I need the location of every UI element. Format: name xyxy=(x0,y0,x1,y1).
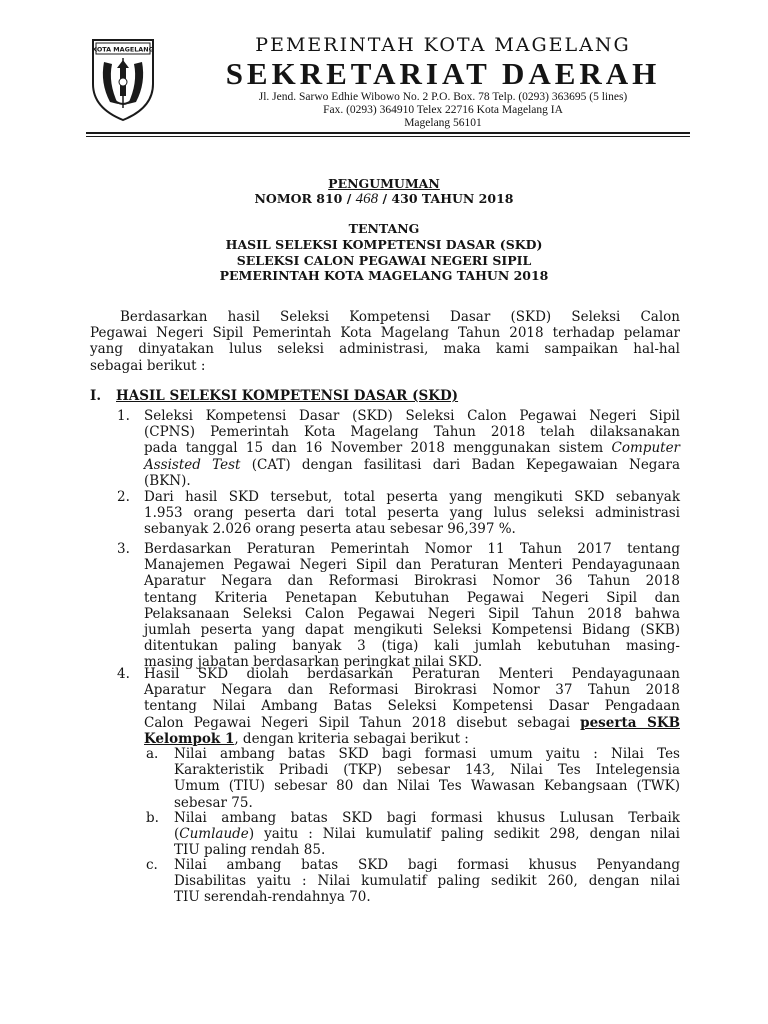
subitem-letter: a. xyxy=(146,746,159,762)
item-line: Assisted Test (CAT) dengan fasilitasi dari Badan Kepegawaian Negara xyxy=(144,456,681,473)
kota-magelang-crest-logo xyxy=(90,38,156,122)
item-line: Kelompok 1, dengan kriteria sebagai berikut : xyxy=(144,730,469,747)
subitem-line: TIU paling rendah 85. xyxy=(174,842,326,859)
item-line: ditentukan paling banyak 3 (tiga) kali jumlah kebutuhan masing- xyxy=(144,638,680,655)
item-line: Aparatur Negara dan Reformasi Birokrasi Nomor 36 Tahun 2018 xyxy=(144,573,680,590)
government-name: PEMERINTAH KOTA MAGELANG xyxy=(255,34,631,56)
item-line: (BKN). xyxy=(144,472,191,489)
item-line: Berdasarkan Peraturan Pemerintah Nomor 11 Tahun 2017 tentang xyxy=(144,541,680,557)
announcement-number xyxy=(0,191,768,208)
item-line: Pelaksanaan Seleksi Calon Pegawai Negeri Sipil Tahun 2018 bahwa xyxy=(144,605,680,622)
item-line: Aparatur Negara dan Reformasi Birokrasi Nomor 37 Tahun 2018 xyxy=(144,682,680,699)
subitem-c-paragraph xyxy=(174,857,680,906)
item-line: jumlah peserta yang dapat mengikuti Seleksi Kompetensi Bidang (SKB) xyxy=(144,622,680,639)
subitem-letter: b. xyxy=(146,810,159,826)
item-line: (CPNS) Pemerintah Kota Magelang Tahun 2018 telah dilaksanakan xyxy=(144,424,680,441)
number-prefix: NOMOR 810 / xyxy=(254,191,352,206)
item-line: tentang Kriteria Penetapan Kebutuhan Pegawai Negeri Sipil dan xyxy=(144,589,680,606)
item-line: sebanyak 2.026 orang peserta atau sebesar 96,397 %. xyxy=(144,521,516,538)
letterhead-rule-thick xyxy=(86,132,690,134)
item-3-paragraph xyxy=(144,541,680,671)
item-line: 1.953 orang peserta dari total peserta yang lulus seleksi administrasi xyxy=(144,505,680,522)
number-suffix: / 430 TAHUN 2018 xyxy=(382,191,514,206)
item-line: pada tanggal 15 dan 16 November 2018 menggunakan sistem Computer xyxy=(144,440,681,457)
office-name: SEKRETARIAT DAERAH xyxy=(225,56,661,91)
item-line: Manajemen Pegawai Negeri Sipil dan Peraturan Menteri Pendayagunaan xyxy=(144,557,680,574)
subitem-letter: c. xyxy=(146,857,158,873)
item-2-paragraph xyxy=(144,489,680,538)
section-numeral: I. xyxy=(90,388,102,404)
subitem-b-paragraph xyxy=(174,810,680,859)
subitem-line: Nilai ambang batas SKD bagi formasi khusus Penyandang xyxy=(174,857,680,873)
intro-paragraph xyxy=(90,309,680,374)
address-line-2: Fax. (0293) 364910 Telex 22716 Kota Magelang IA xyxy=(323,104,563,116)
announcement-heading: PENGUMUMAN xyxy=(328,176,440,191)
subitem-line: Nilai ambang batas SKD bagi formasi khusus Lulusan Terbaik xyxy=(174,810,680,826)
item-line: Calon Pegawai Negeri Sipil Tahun 2018 disebut sebagai peserta SKB xyxy=(144,714,680,731)
subject-line-3: PEMERINTAH KOTA MAGELANG TAHUN 2018 xyxy=(219,268,549,283)
subitem-line: Nilai ambang batas SKD bagi formasi umum yaitu : Nilai Tes xyxy=(174,746,680,762)
item-line: Hasil SKD diolah berdasarkan Peraturan Menteri Pendayagunaan xyxy=(144,666,680,682)
item-line: Seleksi Kompetensi Dasar (SKD) Seleksi Calon Pegawai Negeri Sipil xyxy=(144,408,680,424)
subitem-line: Karakteristik Pribadi (TKP) sebesar 143, Nilai Tes Intelegensia xyxy=(174,762,680,779)
intro-line: sebagai berikut : xyxy=(90,357,206,374)
subitem-line: (Cumlaude) yaitu : Nilai kumulatif paling sedikit 298, dengan nilai xyxy=(174,826,680,843)
section-title: HASIL SELEKSI KOMPETENSI DASAR (SKD) xyxy=(116,388,459,404)
item-number: 3. xyxy=(117,541,130,557)
section-heading xyxy=(90,388,459,404)
svg-text:KOTA MAGELANG: KOTA MAGELANG xyxy=(92,45,154,54)
item-number: 2. xyxy=(117,489,130,505)
item-4-paragraph xyxy=(144,666,680,747)
intro-line: Pegawai Negeri Sipil Pemerintah Kota Magelang Tahun 2018 terhadap pelamar xyxy=(90,325,680,342)
letterhead-rule-thin xyxy=(86,136,690,137)
intro-line: yang dinyatakan lulus seleksi administrasi, maka kami sampaikan hal-hal xyxy=(90,341,680,358)
item-line: masing jabatan berdasarkan peringkat nilai SKD. xyxy=(144,654,483,671)
address-line-3: Magelang 56101 xyxy=(404,117,482,129)
about-label: TENTANG xyxy=(348,221,420,236)
subitem-line: sebesar 75. xyxy=(174,794,253,811)
handwritten-number: 468 xyxy=(355,191,379,207)
item-1-paragraph xyxy=(144,408,680,489)
item-number: 4. xyxy=(117,666,130,682)
subitem-line: TIU serendah-rendahnya 70. xyxy=(174,889,371,906)
item-line: tentang Nilai Ambang Batas Seleksi Kompetensi Dasar Pengadaan xyxy=(144,698,680,715)
subject-line-1: HASIL SELEKSI KOMPETENSI DASAR (SKD) xyxy=(225,237,543,252)
subitem-a-paragraph xyxy=(174,746,680,811)
intro-line: Berdasarkan hasil Seleksi Kompetensi Dasar (SKD) Seleksi Calon xyxy=(120,309,680,325)
address-line-1: Jl. Jend. Sarwo Edhie Wibowo No. 2 P.O. Box. 78 Telp. (0293) 363695 (5 lines) xyxy=(258,91,628,103)
item-line: Dari hasil SKD tersebut, total peserta yang mengikuti SKD sebanyak xyxy=(144,489,680,505)
subitem-line: Disabilitas yaitu : Nilai kumulatif paling sedikit 260, dengan nilai xyxy=(174,873,680,890)
subject-line-2: SELEKSI CALON PEGAWAI NEGERI SIPIL xyxy=(236,253,532,268)
subitem-line: Umum (TIU) sebesar 80 dan Nilai Tes Wawasan Kebangsaan (TWK) xyxy=(174,778,680,795)
item-number: 1. xyxy=(117,408,130,424)
